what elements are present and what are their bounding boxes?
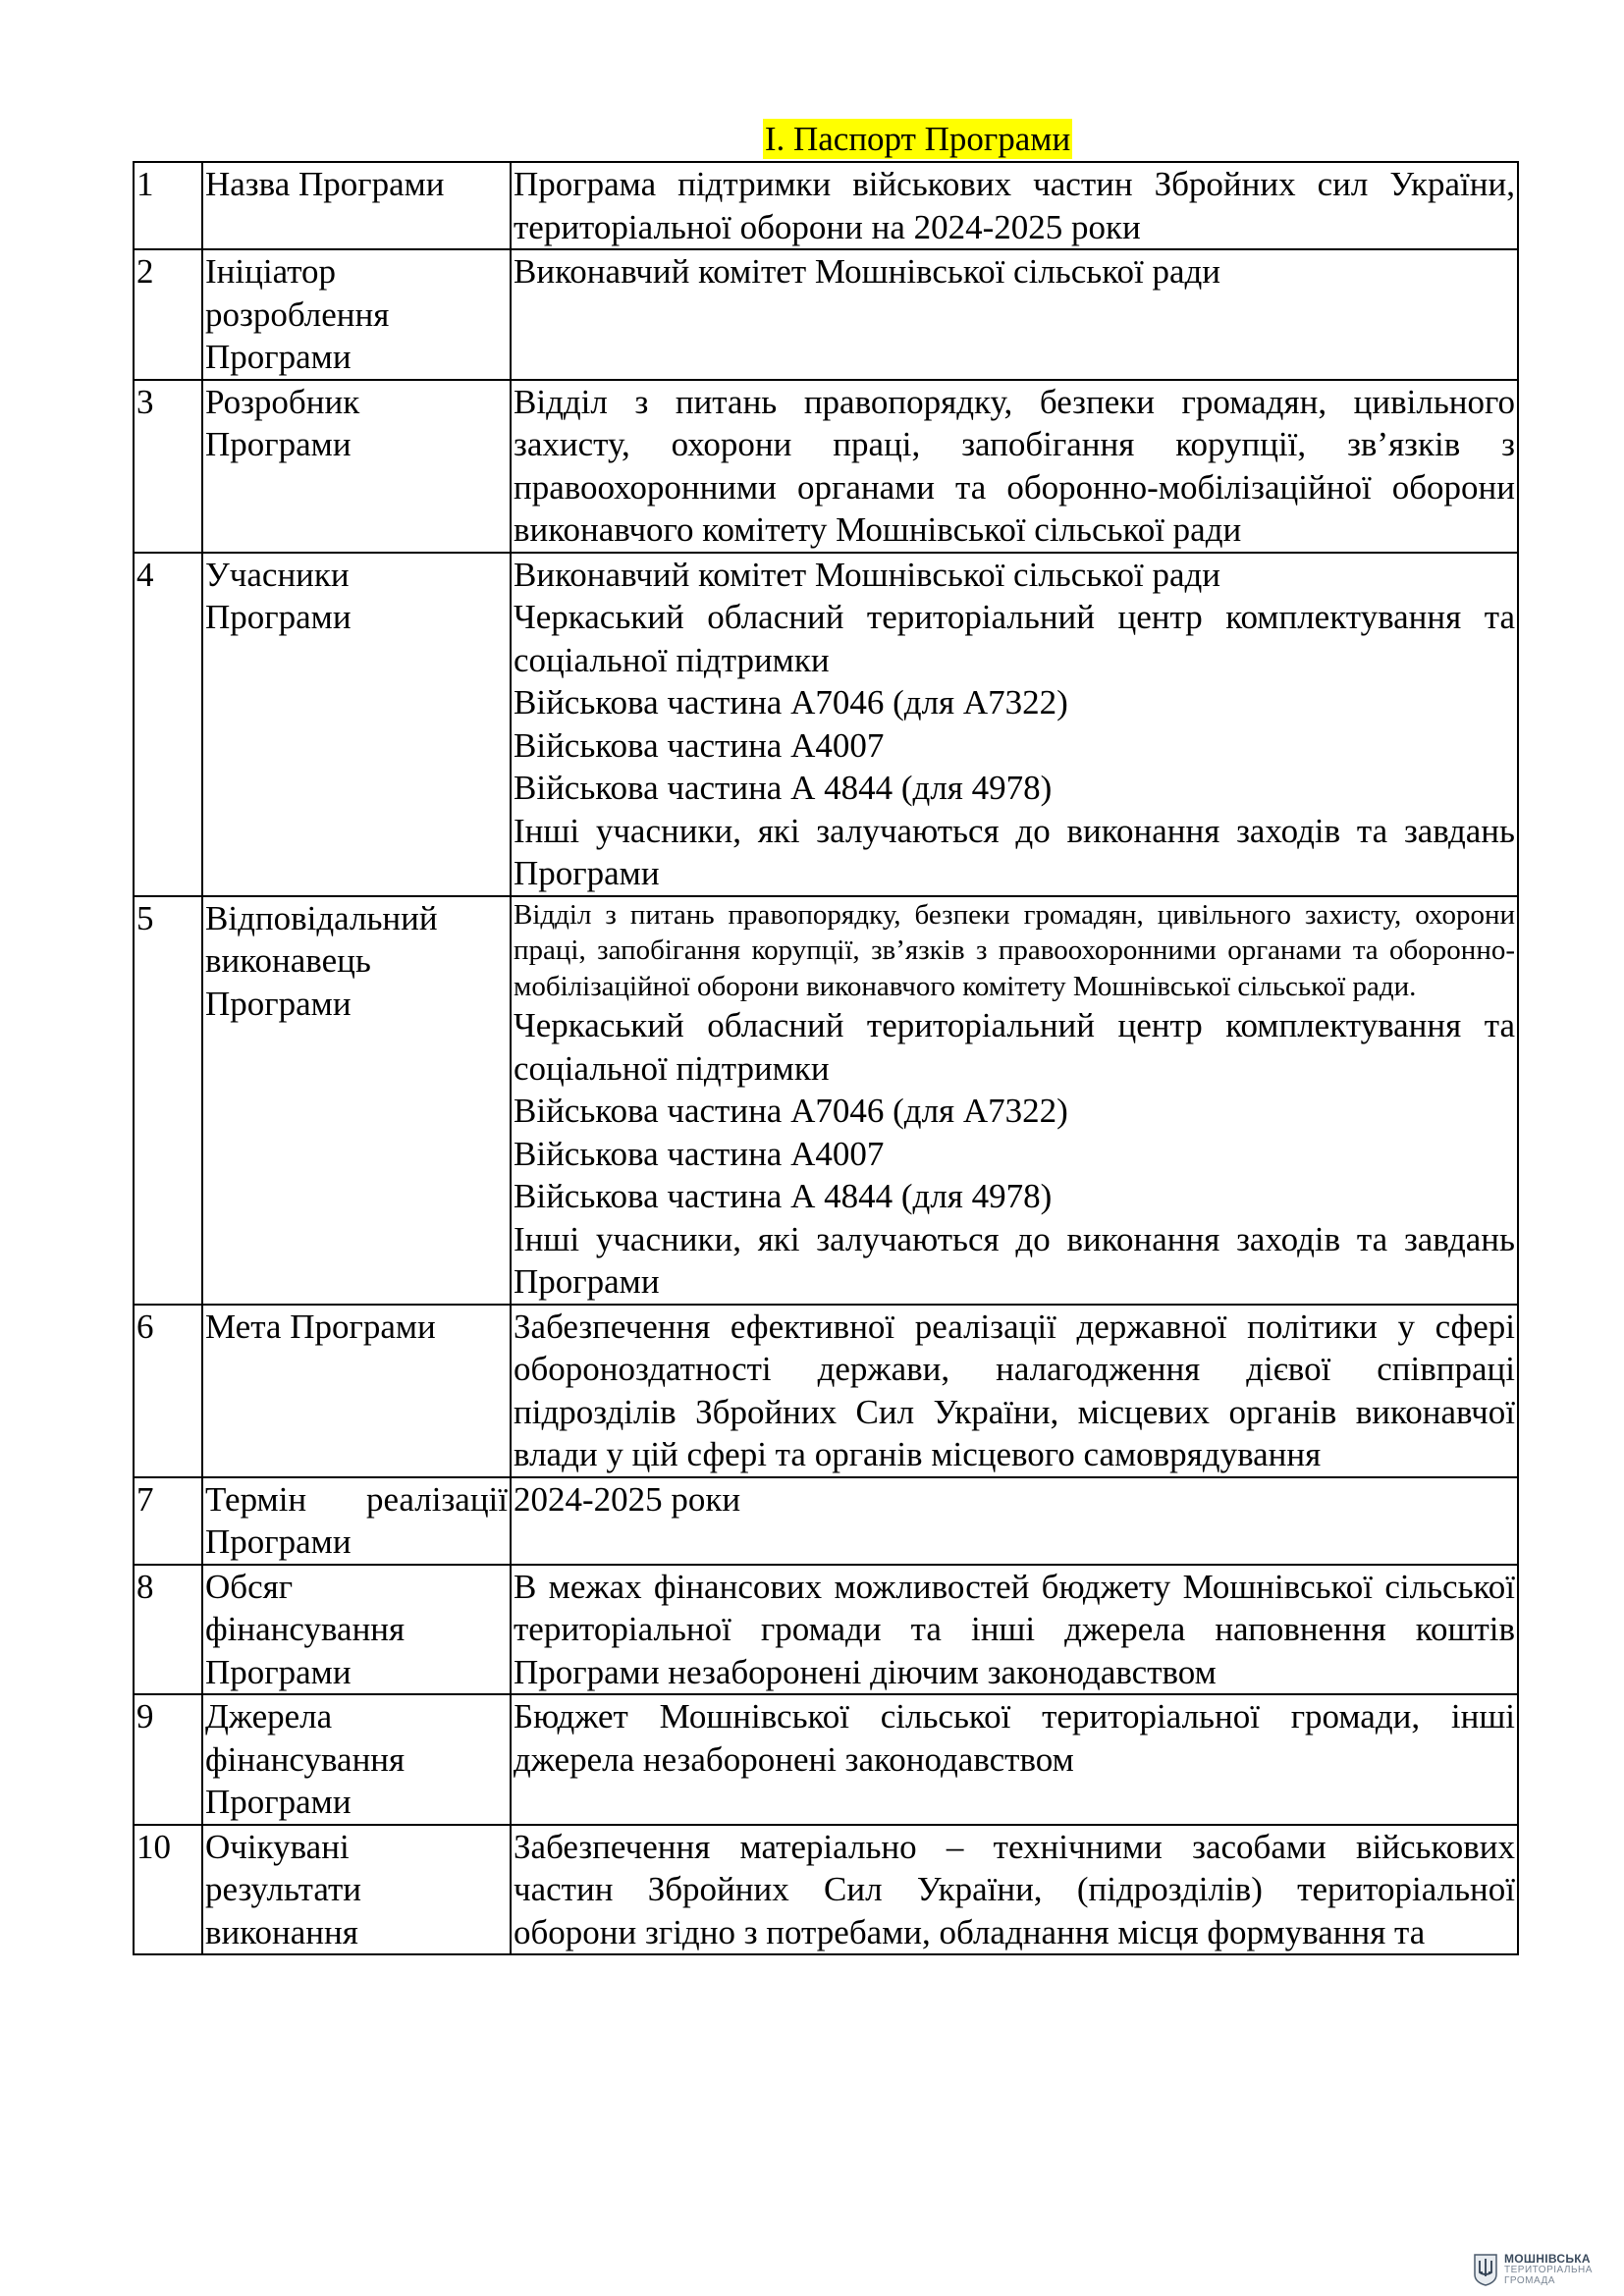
row-label-line: Розробник — [205, 382, 360, 421]
row-value — [511, 896, 1518, 1305]
row-value-line: Забезпечення матеріально – технічними засобами військових частин Збройних Сил України, (підрозділів) територіальної оборони згідно з потребами, обладнання місця формування та — [514, 1827, 1515, 1951]
community-logo — [1473, 2253, 1593, 2286]
row-number: 7 — [134, 1477, 202, 1565]
row-label — [202, 1565, 511, 1695]
row-number: 2 — [134, 249, 202, 380]
row-value-line: Військова частина А 4844 (для 4978) — [514, 769, 1053, 807]
row-label-line: Програми — [205, 425, 352, 463]
table-row — [134, 1825, 1518, 1955]
table-row — [134, 896, 1518, 1305]
row-value — [511, 162, 1518, 249]
row-label-line: Обсяг — [205, 1567, 294, 1606]
row-label-line: Програми — [205, 1522, 352, 1562]
logo-line-3: ГРОМАДА — [1504, 2274, 1555, 2286]
table-row — [134, 553, 1518, 896]
row-value-line: Військова частина А4007 — [514, 725, 885, 765]
row-label — [202, 1825, 511, 1955]
row-value-line: Черкаський обласний територіальний центр комплектування та соціальної підтримки — [514, 598, 1515, 679]
row-label-line: Програми — [205, 984, 352, 1023]
row-label-line: результати — [205, 1870, 361, 1909]
row-label-line: Учасники — [205, 555, 350, 594]
table-row — [134, 1305, 1518, 1477]
logo-line-1: МОШНІВСЬКА — [1504, 2251, 1591, 2266]
row-label-line: Програми — [205, 1783, 352, 1822]
row-value-line: Військова частина А7046 (для А7322) — [514, 1092, 1068, 1131]
row-label-line: фінансування — [205, 1739, 406, 1779]
row-label-line: Програми — [205, 338, 352, 376]
row-value-line: Відділ з питань правопорядку, безпеки громадян, цивільного захисту, охорони праці, запобігання корупції, зв’язків з правоохоронними органами та оборонно-мобілізаційної оборони виконавчого комітету Мошнівської сільської ради — [514, 382, 1515, 549]
row-value — [511, 249, 1518, 380]
title-wrap — [0, 119, 1624, 159]
row-label-line: Відповідальний — [205, 898, 438, 937]
row-value-small-text: Відділ з питань правопорядку, безпеки громадян, цивільного захисту, охорони праці, запобігання корупції, зв’язків з правоохоронними органами та оборонно-мобілізаційної оборони виконавчого комітету Мошнівської сільської ради. — [514, 898, 1515, 1002]
row-label-line: виконання — [205, 1912, 358, 1951]
row-label — [202, 553, 511, 896]
row-label — [202, 380, 511, 553]
row-label-line: розроблення — [205, 294, 390, 334]
row-value-line: Військова частина А7046 (для А7322) — [514, 683, 1068, 721]
logo-line-2: ТЕРИТОРІАЛЬНА — [1504, 2264, 1593, 2275]
row-number: 5 — [134, 896, 202, 1305]
table-row — [134, 162, 1518, 249]
row-label-line: Програми — [205, 1652, 352, 1691]
row-value-line: В межах фінансових можливостей бюджету Мошнівської сільської територіальної громади та інші джерела наповнення коштів Програми незаборонені діючим законодавством — [514, 1567, 1515, 1691]
document-title: І. Паспорт Програми — [764, 120, 1071, 158]
row-label-line: фінансування — [205, 1610, 406, 1649]
row-value-line: Виконавчий комітет Мошнівської сільської ради — [514, 252, 1221, 291]
row-value-line: Військова частина А4007 — [514, 1134, 885, 1173]
row-value-line: Забезпечення ефективної реалізації державної політики у сфері обороноздатності держави, налагодження дієвої співпраці підрозділів Збройних Сил України, місцевих органів виконавчої влади у цій сфері та органів місцевого самоврядування — [514, 1307, 1515, 1474]
row-number: 6 — [134, 1305, 202, 1477]
row-value — [511, 1305, 1518, 1477]
row-value-line: Черкаський обласний територіальний центр комплектування та соціальної підтримки — [514, 1006, 1515, 1088]
passport-table — [133, 161, 1519, 1955]
row-label — [202, 1305, 511, 1477]
row-label — [202, 1694, 511, 1825]
logo-text — [1504, 2251, 1593, 2286]
row-label-line: Назва Програми — [205, 165, 445, 203]
row-value — [511, 1565, 1518, 1695]
row-value — [511, 1694, 1518, 1825]
row-label-line: виконавець — [205, 941, 371, 980]
table-row — [134, 249, 1518, 380]
row-number: 9 — [134, 1694, 202, 1825]
row-label — [202, 162, 511, 249]
row-label-line: Програми — [205, 598, 352, 636]
row-number: 3 — [134, 380, 202, 553]
row-label — [202, 896, 511, 1305]
row-value-line: 2024-2025 роки — [514, 1479, 741, 1519]
row-value — [511, 1477, 1518, 1565]
row-number: 4 — [134, 553, 202, 896]
row-value-line: Інші учасники, які залучаються до виконання заходів та завдань Програми — [514, 811, 1515, 892]
row-label — [202, 1477, 511, 1565]
row-label-line: Термін реалізації — [205, 1479, 508, 1519]
row-value — [511, 1825, 1518, 1955]
row-number: 10 — [134, 1825, 202, 1955]
row-value — [511, 553, 1518, 896]
row-number: 8 — [134, 1565, 202, 1695]
row-value-line: Програма підтримки військових частин Збройних сил України, територіальної оборони на 2024-2025 роки — [514, 165, 1515, 246]
row-label-line: Мета Програми — [205, 1307, 436, 1346]
row-label-line: Ініціатор — [205, 252, 337, 291]
row-value-line: Виконавчий комітет Мошнівської сільської ради — [514, 555, 1221, 594]
row-value-line: Бюджет Мошнівської сільської територіальної громади, інші джерела незаборонені законодавством — [514, 1697, 1515, 1779]
table-row — [134, 1694, 1518, 1825]
table-row — [134, 1477, 1518, 1565]
row-number: 1 — [134, 162, 202, 249]
row-value — [511, 380, 1518, 553]
row-label-line: Джерела — [205, 1697, 333, 1736]
trident-emblem-icon — [1473, 2253, 1498, 2286]
table-row — [134, 1565, 1518, 1695]
row-label — [202, 249, 511, 380]
row-label-line: Очікувані — [205, 1827, 350, 1866]
table-row — [134, 380, 1518, 553]
row-value-line: Військова частина А 4844 (для 4978) — [514, 1177, 1053, 1216]
row-value-line: Інші учасники, які залучаються до виконання заходів та завдань Програми — [514, 1219, 1515, 1302]
